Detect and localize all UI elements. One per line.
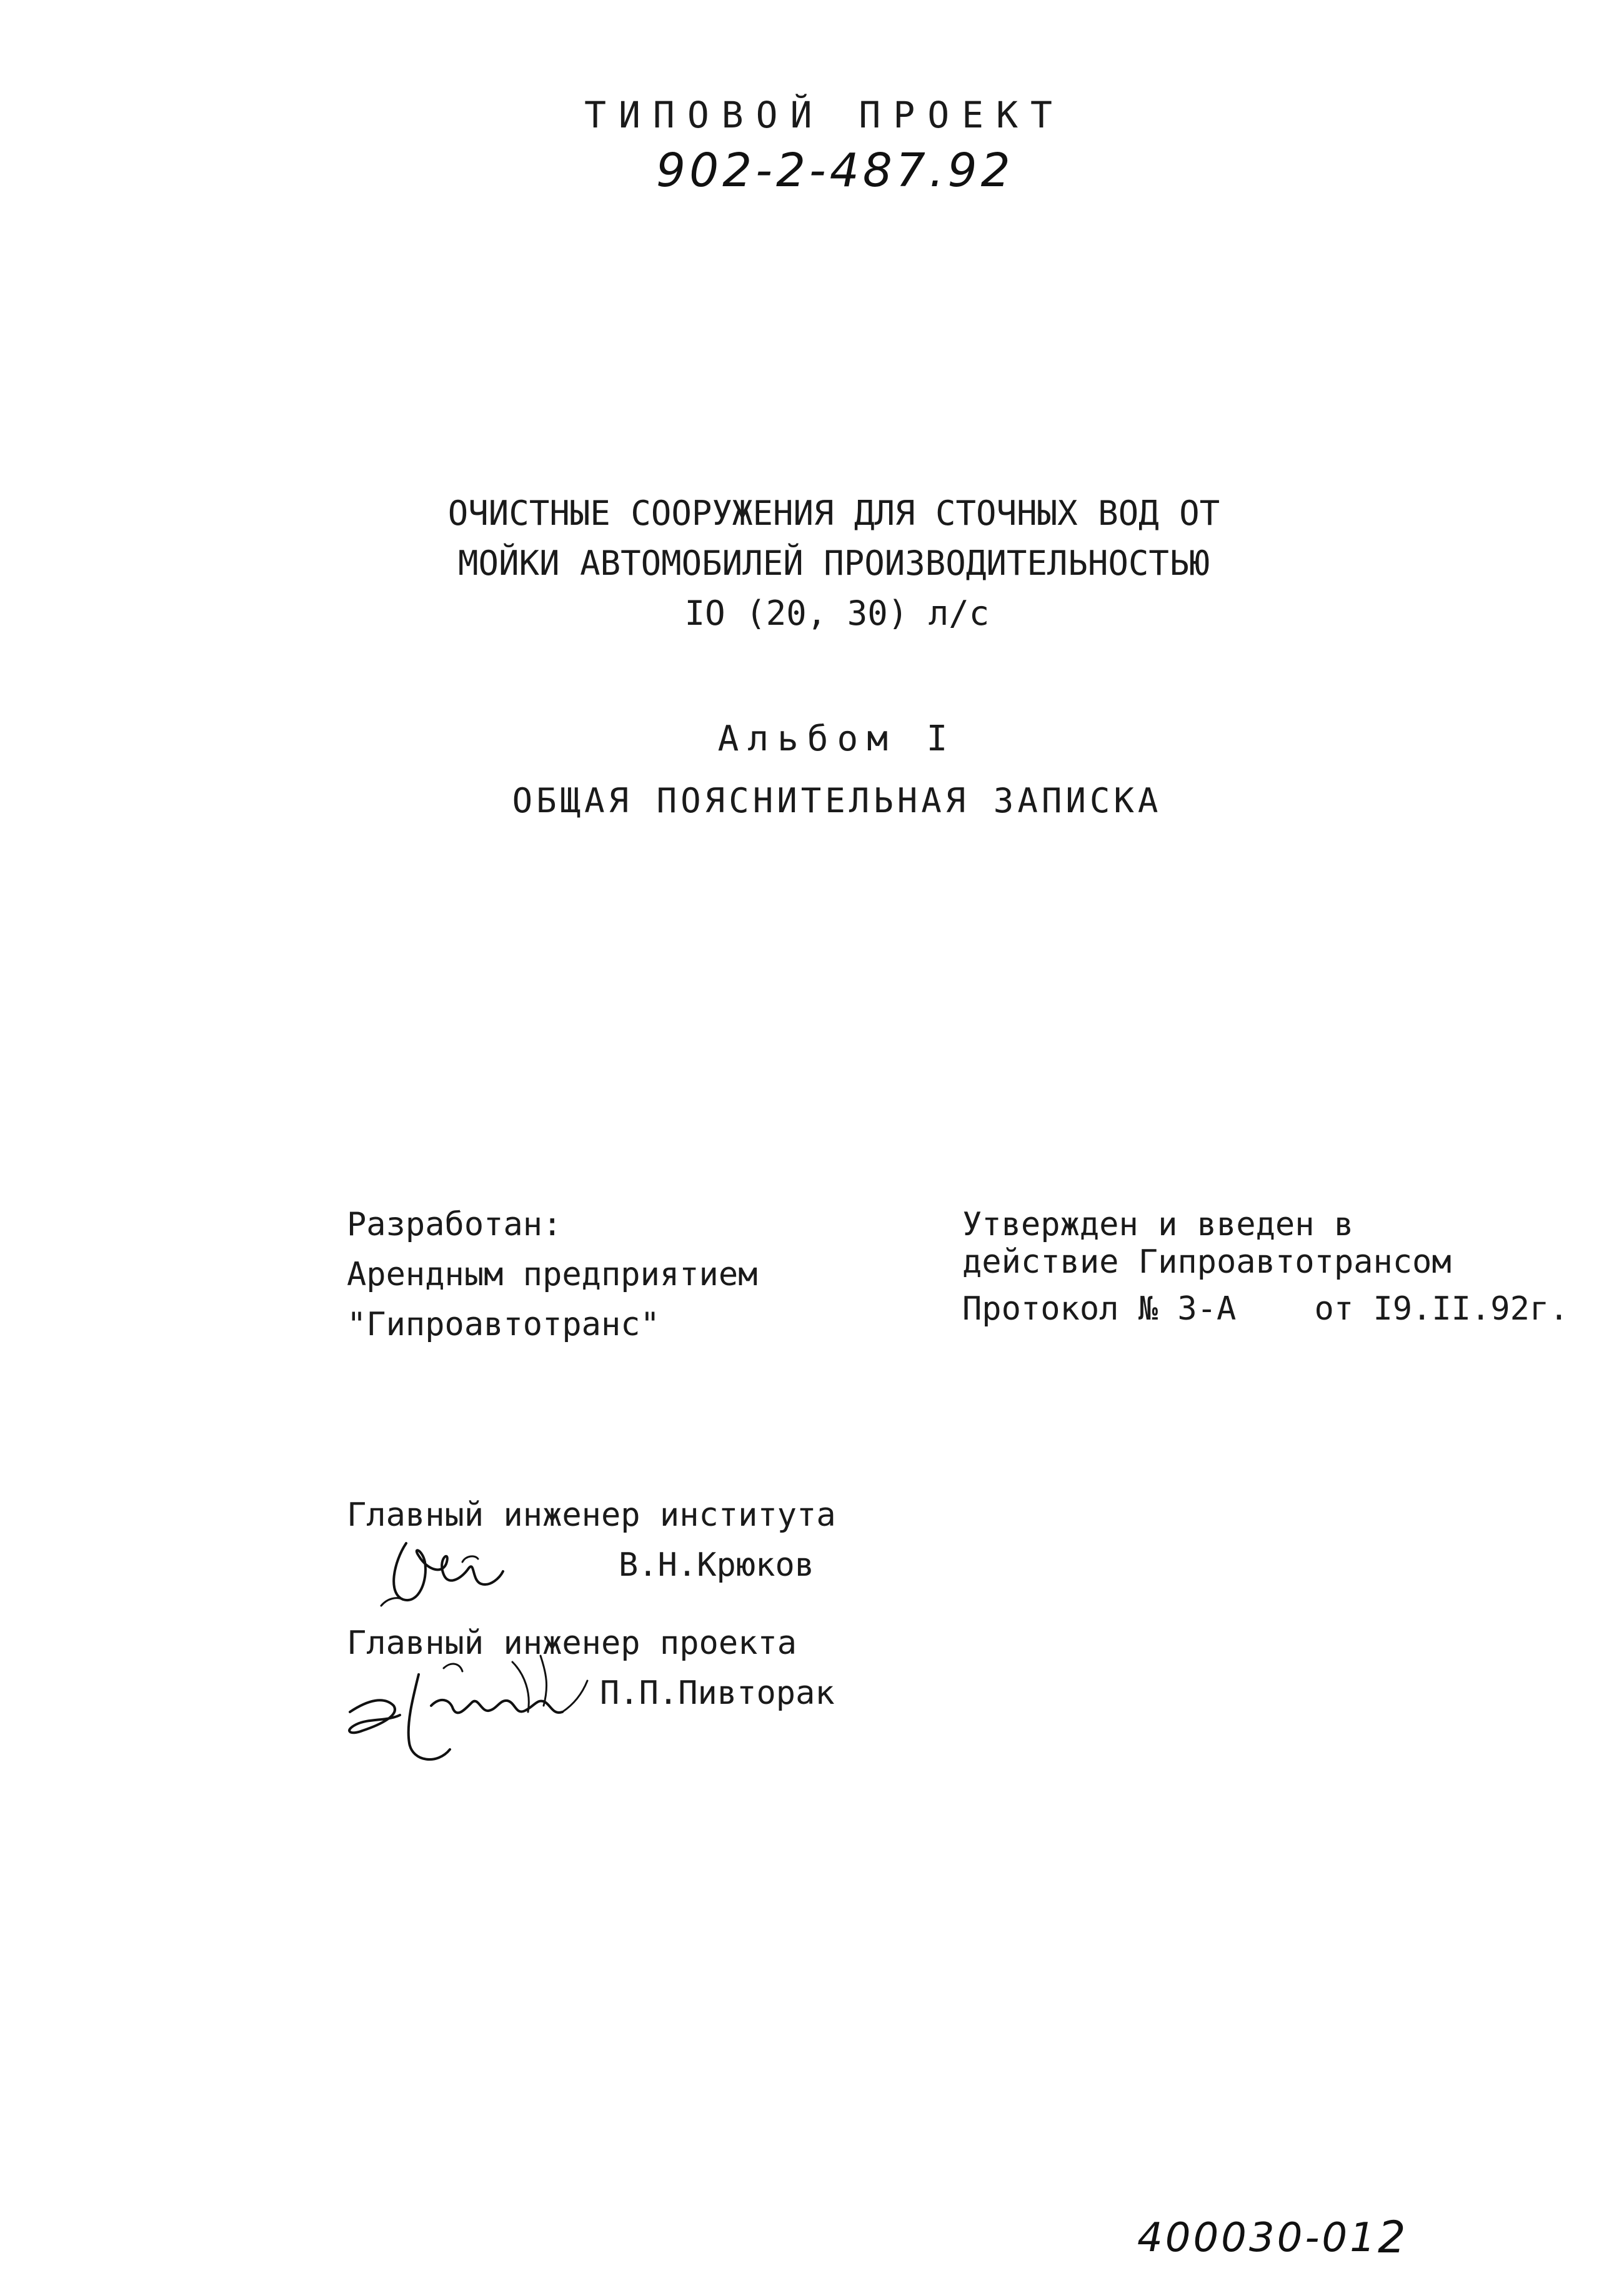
title-line-2: МОЙКИ АВТОМОБИЛЕЙ ПРОИЗВОДИТЕЛЬНОСТЬЮ (458, 544, 1210, 583)
developed-org-line-1: Арендным предприятием (347, 1256, 758, 1293)
doc-type-heading: ТИПОВОЙ ПРОЕКТ (584, 94, 1065, 136)
approved-line-1: Утвержден и введен в (962, 1206, 1354, 1243)
chief-engineer-institute-name: В.Н.Крюков (619, 1546, 815, 1584)
album-subtitle: ОБЩАЯ ПОЯСНИТЕЛЬНАЯ ЗАПИСКА (512, 781, 1162, 820)
title-line-3: IO (20, 30) л/с (684, 594, 990, 633)
developed-org-line-2: "Гипроавтотранс" (347, 1306, 660, 1343)
title-line-1: ОЧИСТНЫЕ СООРУЖЕНИЯ ДЛЯ СТОЧНЫХ ВОД ОТ (447, 494, 1220, 533)
document-code: 400030-01 (1137, 2215, 1378, 2261)
developed-label: Разработан: (347, 1206, 562, 1243)
chief-engineer-project-name: П.П.Пивторак (600, 1674, 835, 1712)
chief-engineer-institute-label: Главный инженер института (347, 1496, 836, 1534)
album-label: Альбом I (717, 719, 957, 759)
signature-pivtorak-icon (325, 1637, 637, 1781)
page-number: 2 (1378, 2212, 1406, 2263)
doc-number: 902-2-487.92 (656, 144, 1014, 197)
approved-line-2: действие Гипроавтотрансом (962, 1243, 1452, 1281)
chief-engineer-project-label: Главный инженер проекта (347, 1624, 797, 1662)
signature-kryukov-icon (369, 1525, 531, 1624)
approved-line-3: Протокол № 3-А от I9.II.92г. (962, 1290, 1569, 1328)
